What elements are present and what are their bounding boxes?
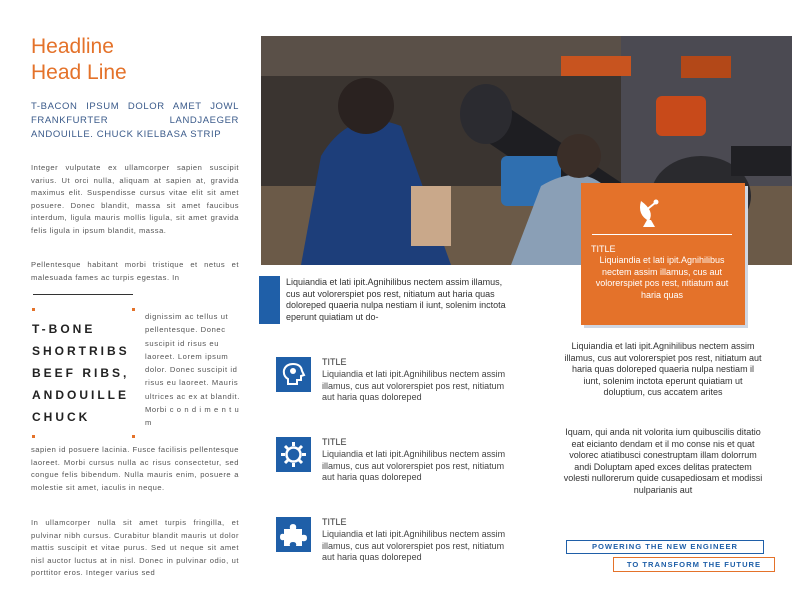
headline xyxy=(31,34,231,86)
right-paragraph-2: Iquam, qui anda nit volorita ium quibuscilis ditatio eat eicianto dendam et il mo conse nis et quat volorec atiatibusci conestruptam illam dolorrum andi Doluptam aped exces delitas pratectem volesti nullorerum quide cusapediosam et modissi nulparianis aut xyxy=(563,427,763,495)
pull-quote: T-BONE SHORTRIBS BEEF RIBS, ANDOUILLE CHUCK xyxy=(32,322,130,424)
card-title: TITLE xyxy=(322,357,347,367)
right-paragraph-1: Liquiandia et lati ipit.Agnihilibus nectem assim illamus, cus aut volorerspiet pos rest, nitiatum aut haria quas doloreped quaeria nulpa nestiam il iunt, solenim inctota eperunt quiatiam ut doluptium, cus accatem arites xyxy=(564,341,762,398)
subhead: T-BACON IPSUM DOLOR AMET JOWL FRANKFURTER LANDJAEGER ANDOUILLE. CHUCK KIELBASA STRIP xyxy=(31,101,239,140)
puzzle-icon xyxy=(276,517,311,552)
callout-divider xyxy=(592,234,732,235)
side-text: dignissim ac tellus ut pellentesque. Donec suscipit id risus eu laoreet. Lorem ipsum dolor. Donec suscipit id risus eu laoreet. Mauris ultrices ac ex at blandit. Morbi c o n d i m e n t u m xyxy=(145,312,240,428)
quote-corner-mark xyxy=(32,308,35,311)
card-text: Liquiandia et lati ipit.Agnihilibus nectem assim illamus, cus aut volorerspiet pos rest, nitiatum aut haria quas doloreped xyxy=(322,369,506,403)
lead-text: Liquiandia et lati ipit.Agnihilibus nectem assim illamus, cus aut volorerspiet pos rest, nitiatum aut haria quas doloreped quaeria nulpa nestiam il iunt, solenim inctota eperunt quiatiam ut do- xyxy=(286,277,506,322)
satellite-dish-icon xyxy=(629,193,669,233)
quote-corner-mark xyxy=(132,308,135,311)
divider xyxy=(33,294,133,295)
body-paragraph-2: Pellentesque habitant morbi tristique et netus et malesuada fames ac turpis egestas. In xyxy=(31,260,239,282)
body-paragraph-5: In ullamcorper nulla sit amet turpis fringilla, et pulvinar nibh cursus. Curabitur blandit mauris ut dolor mattis suscipit et vitae purus. Sed ut neque sit amet nisl auctor luctus at in nisl. Donec in pulvinar odio, ut porttitor eros. Integer varius sed xyxy=(31,518,239,578)
card-title: TITLE xyxy=(322,517,347,527)
callout-title: TITLE xyxy=(591,244,616,254)
body-paragraph-4: sapien id posuere lacinia. Fusce facilisis pellentesque laoreet. Morbi cursus nulla ac risus consectetur, sed congue felis bibendum. Nulla mauris enim, posuere a molestie sit amet, iaculis in neque. xyxy=(31,445,239,492)
quote-corner-mark xyxy=(32,435,35,438)
gear-icon xyxy=(276,437,311,472)
head-gears-icon xyxy=(276,357,311,392)
card-title: TITLE xyxy=(322,437,347,447)
accent-bar xyxy=(259,276,280,324)
body-paragraph-1: Integer vulputate ex ullamcorper sapien suscipit varius. Ut orci nulla, aliquam at sapien at, gravida maximus elit. Suspendisse cursus vitae elit sit amet posuere. Donec blandit, massa sit amet faucibus interdum, ligula mauris mollis ligula, sit amet gravida felis ligula in ipsum blandit, massa. xyxy=(31,163,239,235)
quote-corner-mark xyxy=(132,435,135,438)
powering-button[interactable]: POWERING THE NEW ENGINEER xyxy=(566,540,764,554)
headline-line-2: Head Line xyxy=(31,61,127,84)
card-text: Liquiandia et lati ipit.Agnihilibus nectem assim illamus, cus aut volorerspiet pos rest, nitiatum aut haria quas doloreped xyxy=(322,449,506,483)
callout-text: Liquiandia et lati ipit.Agnihilibus nectem assim illamus, cus aut volorerspiet pos rest, nitiatum aut haria quas xyxy=(595,255,729,300)
card-text: Liquiandia et lati ipit.Agnihilibus nectem assim illamus, cus aut volorerspiet pos rest, nitiatum aut haria quas doloreped xyxy=(322,529,506,563)
headline-line-1: Headline xyxy=(31,35,114,58)
transform-button[interactable]: TO TRANSFORM THE FUTURE xyxy=(613,557,775,572)
